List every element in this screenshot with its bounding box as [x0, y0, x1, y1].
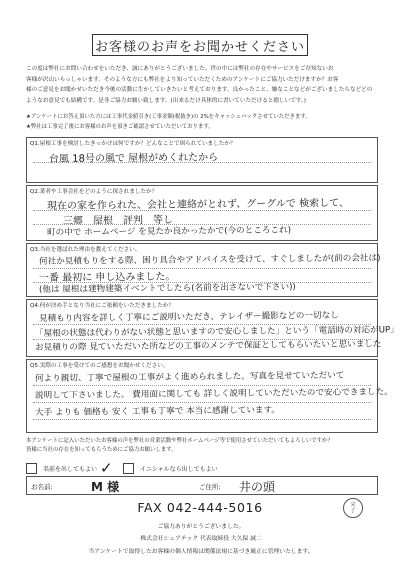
consent-question-line: 皆様に当社の存在を知ってもらうためにご協力お願いします。 [26, 447, 177, 453]
fax-number: FAX 042-444-5016 [137, 500, 263, 515]
question-box-q2 [26, 185, 378, 241]
intro-line: 客様が沢山いらっしゃいます。そのような方にも弊社をより知っていただくためのアンケートにご協力いただけますか？お客 [26, 76, 339, 83]
question-box-q3 [26, 243, 381, 297]
handwritten-answer: 一番 最初に 申し込みました。 [38, 271, 176, 284]
stamp-text: 完 了 [350, 502, 356, 514]
handwritten-answer: 何より親切、丁寧で屋根の工事がよく進められました。写真を見せていただいて [34, 370, 345, 384]
name-label: お名前: [31, 483, 53, 491]
privacy-note: ★弊社は工事完了後にお客様のお声を頂きご確認させていただいております。 [26, 123, 214, 130]
survey-title: お客様のお声をお聞かせください [92, 34, 308, 56]
question-box-q5 [26, 359, 393, 433]
handwritten-answer: 「屋根の状態は代わりがない状態と思いますので安心しました」という「電話時の対応がUP」 [34, 325, 399, 339]
intro-line: 様のご意見をお聞かせいただき今後の活動に生かしていきたいと考えております。良かったこと、嫌なことなどがございましたらなどどの [26, 87, 373, 94]
consent-question [26, 437, 376, 455]
handwritten-answer: 三郷 屋根 評判 等し [62, 214, 174, 227]
answer-line [33, 402, 371, 403]
address-value: 井の頭 [239, 480, 276, 494]
consent-options [26, 459, 218, 477]
question-box-q1 [26, 137, 378, 183]
intro-paragraph [26, 64, 376, 106]
handwritten-answer: 説明して下さいました。 費用面に関しても 詳しく説明していただいたので安心できました。 [34, 387, 393, 401]
question-label: Q3.当社を選ばれた理由を教えてください。 [30, 247, 141, 253]
handwritten-answer: お見積りの際 見ていただいた所などの工事のメンテで保証としてもらいたいと思いました [34, 339, 382, 353]
consent-no-label: 名前を出してもよい [43, 466, 98, 473]
question-label: Q4.何が決め手となり当社にご依頼をいただきましたか？ [30, 303, 174, 309]
name-address-box [26, 476, 378, 495]
completion-stamp [343, 498, 363, 518]
handwritten-answer: 現在の家を作られた、会社と連絡がとれず、グーグルで 検索して、 [46, 197, 349, 212]
answer-line [33, 419, 371, 420]
consent-yes-checkbox[interactable] [123, 463, 134, 474]
company-name: 株式会社シェアテック 代表取締役 大久保 誠二 [140, 536, 262, 542]
address-label: ご住所: [199, 483, 221, 491]
name-value: M 様 [91, 480, 120, 494]
consent-question-line: 本アンケートに記入いただいたお客様の声を弊社の営業活動や弊社ホームページ等で使用させていただいてもよろしいですか？ [26, 438, 333, 444]
consent-no-checkbox[interactable] [26, 463, 37, 474]
cashback-note: ★アンケートにお答え頂いた方には工事代金値引き(工事金額(税抜き)の 2%をキャッシュバックさせていただきます。 [26, 114, 311, 120]
intro-line: ようなお意見でも結構です。是非ご協力お願い致します。(出来るだけ具体的に書いていただけると嬉しいです。) [26, 97, 306, 104]
handwritten-answer: 町の中で ホームページ を見たか良かったかで(今のところこれ) [46, 225, 292, 238]
handwritten-answer: 大手 よりも 価格も 安く 工事も丁寧で 本当に感謝しています。 [34, 405, 281, 418]
handwritten-answer: (他は 屋根は建物建築イベントでしたら(名前を出さないで下さい)) [38, 282, 296, 295]
checkmark-icon: ✓ [100, 459, 113, 477]
question-label: Q5.実際の工事を受けてのご感想をお聞かせください。 [30, 363, 169, 369]
question-label: Q1.屋根工事を検討したきっかけは何ですか？どんなことで困られていましたか？ [30, 141, 236, 147]
thanks-text: ご協力ありがとうございました。 [157, 524, 245, 530]
handwritten-answer: 見積もり内容を詳しく丁寧にご説明いただき、テレイザー撮影などの一切なし [38, 310, 339, 324]
question-box-q4 [26, 299, 399, 357]
handwritten-answer: 何社か見積もりをする際、困り具合やアドバイスを受けて、すぐしましたが(前の会社は) [38, 253, 381, 267]
intro-line: この度は弊社にお問い合わせをいただき、誠にありがとうございました。世の中には弊社の存在やサービスをご存知ないお [26, 66, 334, 72]
consent-yes-label: イニシャルなら出してもよい [140, 466, 218, 473]
privacy-footer: 当アンケートで取得したお客様の個人情報は関係法規に基づき厳正に管理いたします。 [88, 549, 314, 555]
notes [26, 113, 376, 132]
question-label: Q2.業者や工事会社をどのように探されましたか？ [30, 189, 158, 195]
handwritten-answer: 台風 18号の風で 屋根がめくれたから [48, 152, 219, 165]
